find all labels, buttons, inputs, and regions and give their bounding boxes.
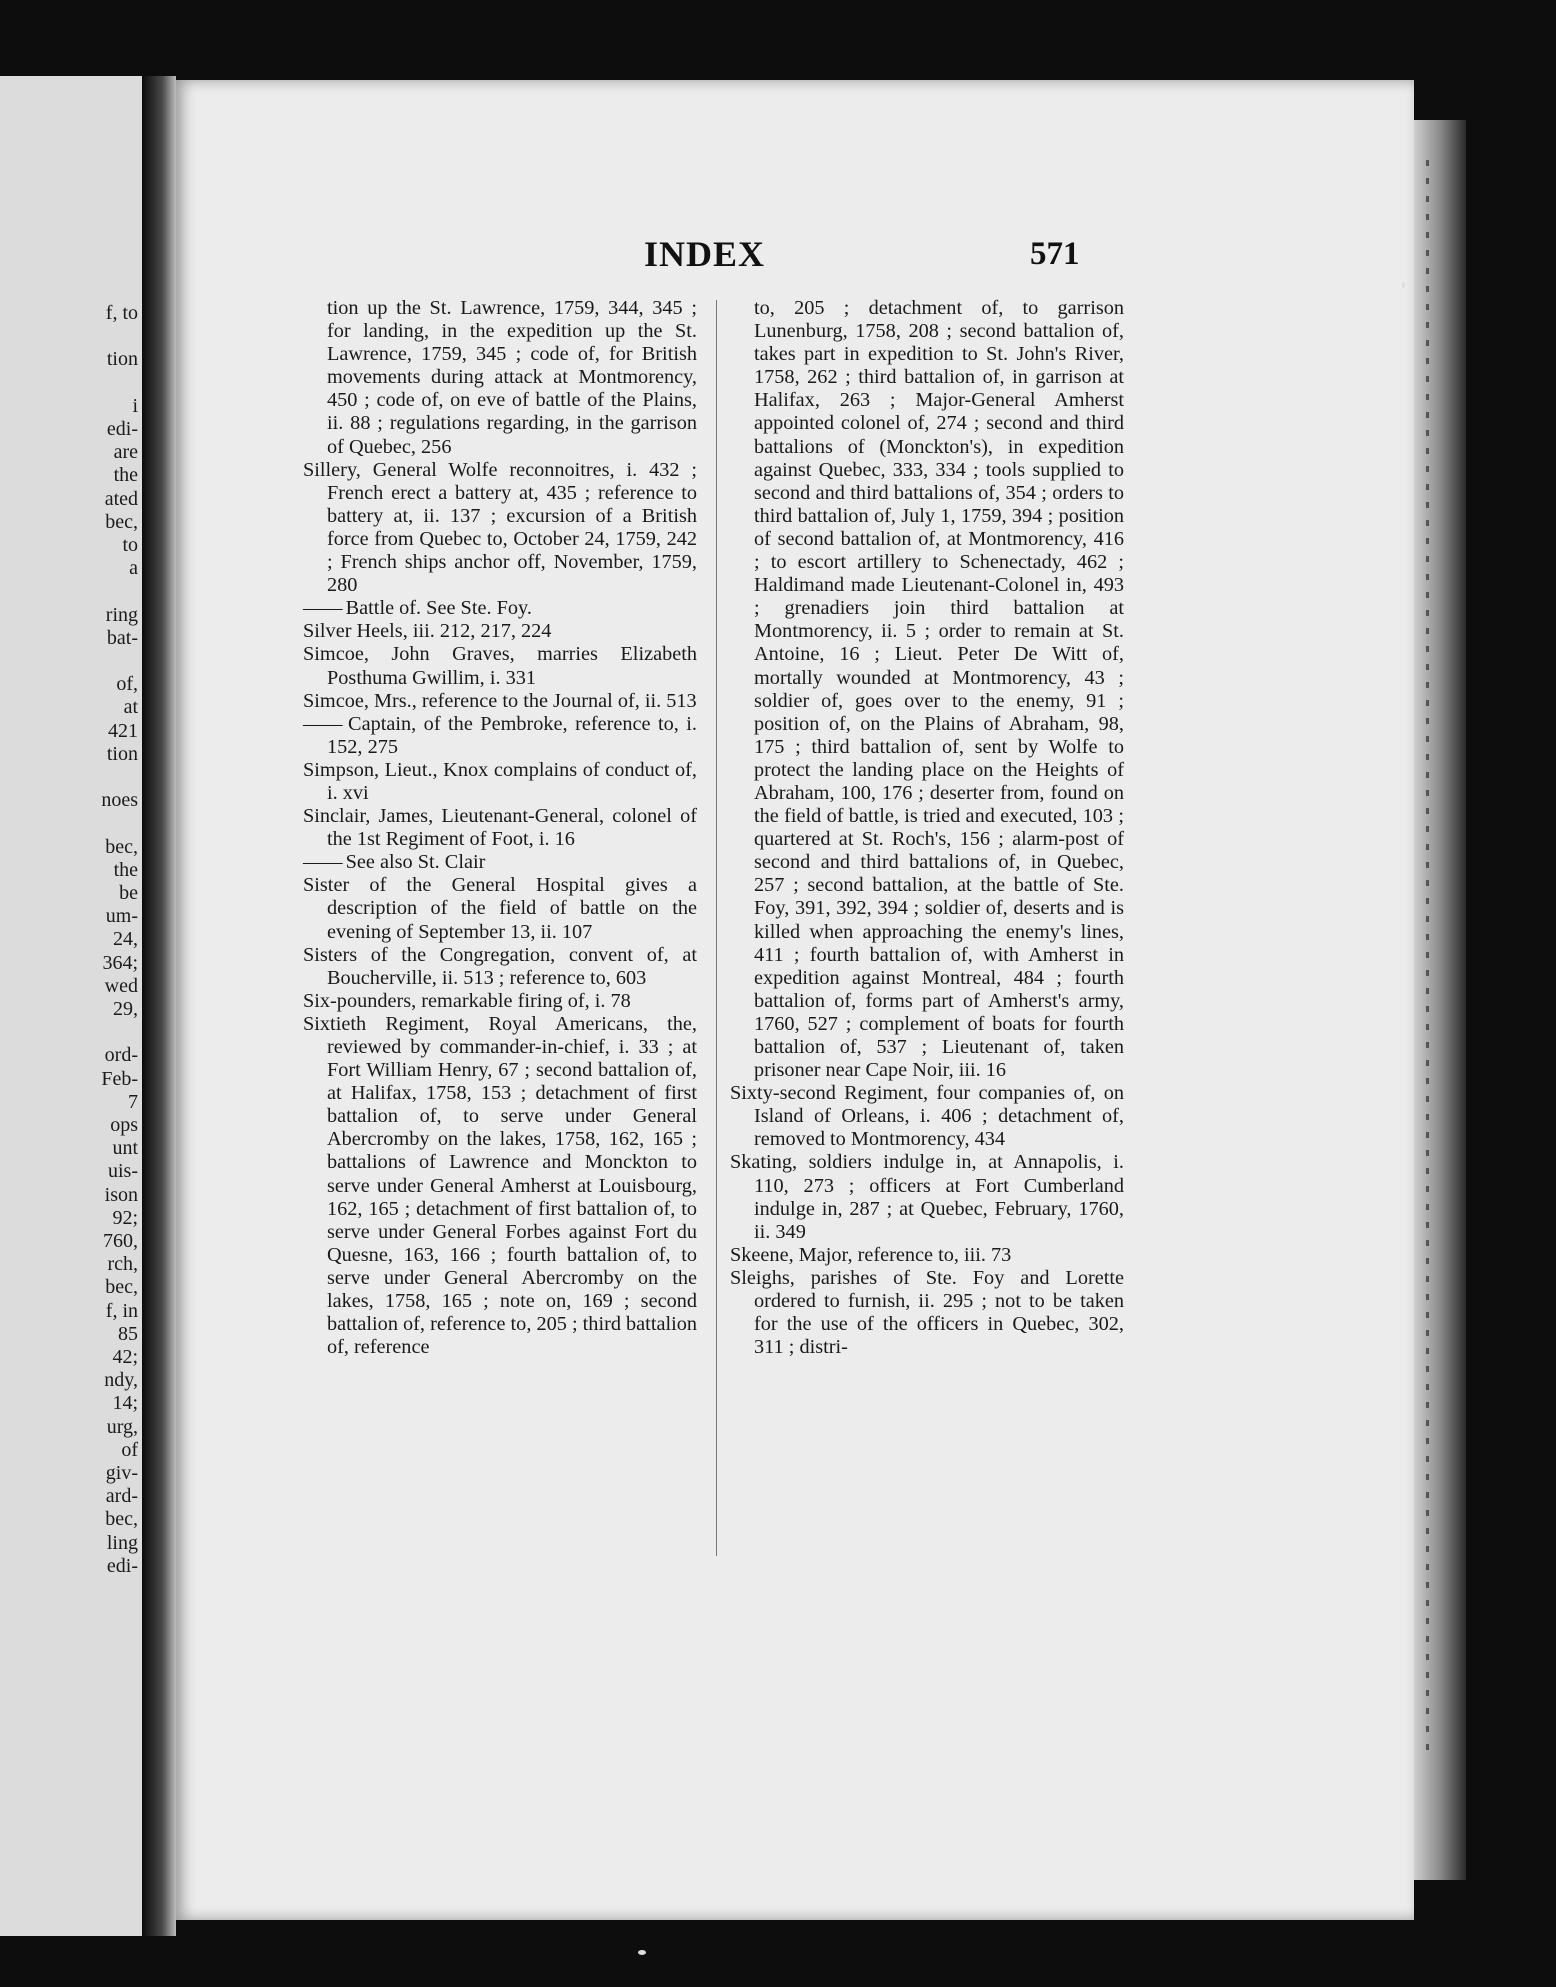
repeat-dash: —— [303, 597, 346, 620]
index-entry [303, 1013, 697, 1359]
facing-page-fragment: the [113, 858, 138, 881]
facing-page-fragment: 7 [128, 1090, 138, 1113]
entry-text: Battle of. See Ste. Foy. [345, 597, 532, 620]
facing-page-fragment: noes [101, 789, 138, 812]
dust-speck [1402, 282, 1405, 288]
facing-page-fragment: bec, [105, 1276, 138, 1299]
facing-page-fragment: 29, [113, 998, 138, 1020]
entry-text: Sinclair, James, Lieutenant-General, colonel of the 1st Regiment of Foot, i. 16 [303, 805, 697, 851]
facing-page-fragment: bec, [105, 1508, 138, 1531]
index-entry [303, 690, 697, 713]
facing-page-fragment: a [129, 557, 138, 580]
index-entry [303, 620, 697, 643]
entry-text: Silver Heels, iii. 212, 217, 224 [303, 620, 552, 643]
index-entry [730, 1267, 1124, 1359]
column-divider [716, 300, 717, 1556]
index-entry [303, 990, 697, 1013]
entry-text: Skeene, Major, reference to, iii. 73 [730, 1243, 1012, 1266]
index-entry [730, 1151, 1124, 1243]
facing-page-fragment: 85 [118, 1322, 138, 1345]
facing-page-fragment: rch, [107, 1253, 138, 1276]
entry-text: Sillery, General Wolfe reconnoitres, i. 432 ; French erect a battery at, 435 ; reference to battery at, ii. 137 ; excursion of a British force from Quebec to, October 24, 1759, 242 ; French ships anchor off, November, 1759, 280 [303, 458, 697, 597]
facing-page-fragment: unt [112, 1137, 138, 1160]
page-edge [1414, 120, 1466, 1880]
entry-text: Captain, of the Pembroke, reference to, i. 152, 275 [327, 712, 697, 758]
index-entry [303, 874, 697, 943]
facing-page-fragment: 760, [103, 1230, 138, 1252]
entry-text: Skating, soldiers indulge in, at Annapolis, i. 110, 273 ; officers at Fort Cumberland indulge in, 287 ; at Quebec, February, 1760, ii. 349 [730, 1151, 1124, 1243]
facing-page-fragment: ops [110, 1114, 138, 1136]
facing-page-fragment: bat- [106, 626, 138, 649]
facing-page-fragment: f, in [105, 1299, 138, 1322]
facing-page-fragment: tion [106, 348, 138, 371]
facing-page-fragment: ard- [105, 1485, 138, 1508]
facing-page-fragment: ring [105, 603, 138, 626]
entry-text: Simcoe, Mrs., reference to the Journal of, ii. 513 [303, 689, 697, 712]
entry-text: Sisters of the Congregation, convent of, at Boucherville, ii. 513 ; reference to, 603 [303, 943, 697, 989]
facing-page-fragment: giv- [105, 1462, 138, 1484]
entry-text: Six-pounders, remarkable firing of, i. 78 [303, 989, 631, 1012]
facing-page-fragment: of, [116, 673, 138, 696]
index-subentry [303, 597, 697, 620]
index-entry [730, 1244, 1124, 1267]
facing-page-fragment: edi- [106, 1554, 138, 1577]
dust-speck [638, 1950, 646, 1955]
facing-page-fragment: bec, [105, 510, 138, 533]
facing-page-fragment: 92; [112, 1206, 138, 1229]
index-column-left [303, 297, 697, 1359]
facing-page-fragment: ated [104, 487, 138, 510]
facing-page-fragment: Feb- [101, 1067, 138, 1090]
entry-text: tion up the St. Lawrence, 1759, 344, 345 ; for landing, in the expedition up the St. Lawrence, 1759, 345 ; code of, for British movements during attack at Montmorency, 450 ; code of, on eve of battle of the Plains, ii. 88 ; regulations regarding, in the garrison of Quebec, 256 [327, 297, 697, 458]
facing-page-fragment: at [123, 696, 138, 719]
facing-page-fragment: um- [105, 905, 138, 928]
facing-page-fragment: 42; [112, 1346, 138, 1368]
index-entry [303, 459, 697, 598]
facing-page-fragment: 364; [102, 951, 138, 974]
facing-page-fragment: wed [104, 974, 138, 997]
facing-page-fragment: are [113, 441, 138, 464]
index-entry [303, 759, 697, 805]
facing-page-fragment: be [119, 882, 138, 904]
index-column-right [730, 297, 1124, 1359]
facing-page-fragment: i [132, 394, 138, 417]
facing-page [0, 76, 142, 1936]
facing-page-fragment: to [122, 534, 138, 556]
index-subentry [303, 851, 697, 874]
book-gutter [142, 76, 176, 1936]
repeat-dash: —— [303, 712, 349, 735]
facing-page-fragment: ling [106, 1531, 138, 1554]
facing-page-fragment: edi- [106, 418, 138, 440]
entry-text: Sixtieth Regiment, Royal Americans, the, reviewed by commander-in-chief, i. 33 ; at Fort William Henry, 67 ; second battalion of, at Halifax, 1758, 153 ; detachment of first battalion of, to serve under General Abercromby on the lakes, 1758, 162, 165 ; battalions of Lawrence and Monckton to serve under General Amherst at Louisbourg, 162, 165 ; detachment of first battalion of, to serve under General Forbes against Fort du Quesne, 163, 166 ; fourth battalion of, to serve under General Abercromby on the lakes, 1758, 165 ; note on, 169 ; second battalion of, reference to, 205 ; third battalion of, reference [303, 1012, 698, 1359]
index-entry [303, 643, 697, 689]
facing-page-fragment: f, to [105, 302, 138, 324]
facing-page-fragment: the [113, 464, 138, 487]
facing-page-fragment: 14; [112, 1392, 138, 1415]
running-title: INDEX [644, 234, 766, 274]
facing-page-fragment: ord- [104, 1044, 138, 1067]
facing-page-fragment: ndy, [104, 1369, 138, 1392]
index-subentry [303, 713, 697, 759]
facing-page-fragment: urg, [106, 1415, 138, 1438]
entry-text: Sleighs, parishes of Ste. Foy and Lorette ordered to furnish, ii. 295 ; not to be taken for the use of the officers in Quebec, 302, 311 ; distri- [730, 1266, 1124, 1359]
repeat-dash: —— [303, 851, 346, 874]
entry-text: See also St. Clair [345, 851, 486, 874]
facing-page-fragment: bec, [105, 835, 138, 858]
facing-page-fragment: 421 [108, 719, 138, 742]
entry-text: Simpson, Lieut., Knox complains of conduct of, i. xvi [303, 758, 697, 804]
index-entry [730, 1082, 1124, 1151]
index-entry [303, 944, 697, 990]
entry-text: Sixty-second Regiment, four companies of, on Island of Orleans, i. 406 ; detachment of, removed to Montmorency, 434 [730, 1082, 1124, 1151]
page-number: 571 [1030, 236, 1080, 272]
index-entry [730, 297, 1124, 1082]
facing-page-fragment: uis- [108, 1160, 138, 1183]
facing-page-fragment: of [121, 1438, 138, 1461]
facing-page-fragment: tion [106, 742, 138, 765]
entry-text: Simcoe, John Graves, marries Elizabeth Posthuma Gwillim, i. 331 [303, 643, 697, 689]
index-entry [303, 297, 697, 459]
facing-page-fragment: 24, [113, 928, 138, 951]
facing-page-fragment: ison [104, 1183, 138, 1206]
index-entry [303, 805, 697, 851]
entry-text: Sister of the General Hospital gives a description of the field of battle on the evening of September 13, ii. 107 [303, 874, 697, 943]
entry-text: to, 205 ; detachment of, to garrison Lunenburg, 1758, 208 ; second battalion of, takes part in expedition to St. John's River, 1758, 262 ; third battalion of, in garrison at Halifax, 263 ; Major-General Amherst appointed colonel of, 274 ; second and third battalions of (Monckton's), in expedition against Quebec, 333, 334 ; tools supplied to second and third battalions of, 354 ; orders to third battalion of, July 1, 1759, 394 ; position of second battalion of, at Montmorency, 416 ; to escort artillery to Schenectady, 462 ; Haldimand made Lieutenant-Colonel in, 493 ; grenadiers join third battalion at Montmorency, ii. 5 ; order to remain at St. Antoine, 16 ; Lieut. Peter De Witt of, mortally wounded at Montmorency, 43 ; soldier of, goes over to the enemy, 91 ; position of, on the Plains of Abraham, 98, 175 ; third battalion of, sent by Wolfe to protect the landing place on the Heights of Abraham, 100, 176 ; deserter from, found on the field of battle, is tried and executed, 103 ; quartered at St. Roch's, 156 ; alarm-post of second and third battalions of, in Quebec, 257 ; second battalion, at the battle of Ste. Foy, 391, 392, 394 ; soldier of, deserts and is killed when approaching the enemy's lines, 411 ; fourth battalion of, with Amherst in expedition against Montreal, 484 ; fourth battalion of, forms part of Amherst's army, 1760, 527 ; complement of boats for fourth battalion of, 537 ; Lieutenant of, taken prisoner near Cape Noir, iii. 16 [754, 297, 1124, 1082]
